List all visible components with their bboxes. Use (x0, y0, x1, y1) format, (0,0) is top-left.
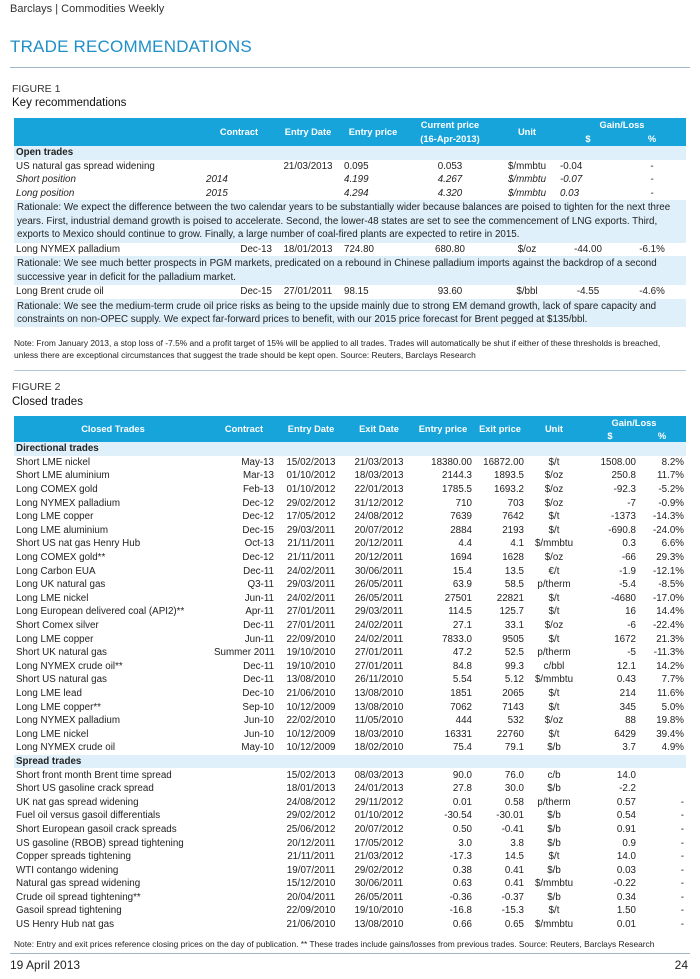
header-closed-trades: Closed Trades (14, 416, 212, 442)
table-row: Crude oil spread tightening** 20/04/2011 26/05/2011 -0.36 -0.37 $/b 0.34 - (16, 891, 685, 903)
section-open-trades: Open trades (14, 146, 686, 160)
header-current-price-date: (16-Apr-2013) (404, 132, 496, 146)
header-exit-date: Exit Date (346, 416, 412, 442)
table-row: Long NYMEX palladium Jun-10 22/02/2010 11/05/2010 444 532 $/oz 88 19.8% (16, 715, 685, 727)
table-row: US Henry Hub nat gas 21/06/2010 13/08/2010 0.66 0.65 $/mmbtu 0.01 - (16, 919, 685, 931)
rationale-row: Rationale: We expect the difference between the two calendar years to be substantially wider because balances are poised to tighten for the next three years. First, industrial demand growth is poised to accelerate. Second, the lower-48 states are set to see the commencement of LNG exports. Third, exports to Mexico should continue to grow. Finally, a large number of coal-fired plants are expected to retire in 2015. (14, 200, 686, 242)
header-unit: Unit (496, 118, 558, 146)
rationale-row: Rationale: We see much better prospects in PGM markets, predicated on a rebound in Chinese palladium imports against the backdrop of a second successive year in deficit for the palladium market. (14, 256, 686, 285)
table-row: Long European delivered coal (API2)** Apr-11 27/01/2011 29/03/2011 114.5 125.7 $/t 16 14.4% (16, 606, 685, 618)
table-row: Copper spreads tightening 21/11/2011 21/03/2012 -17.3 14.5 $/t 14.0 - (16, 851, 685, 863)
table-row: Long LME aluminium Dec-15 29/03/2011 20/07/2012 2884 2193 $/t -690.8 -24.0% (16, 524, 685, 536)
figure1-title: Key recommendations (12, 97, 127, 109)
table-row: Long LME nickel Jun-11 24/02/2011 26/05/2011 27501 22821 $/t -4680 -17.0% (16, 592, 685, 604)
header-gain-dollar: $ (558, 132, 618, 146)
table-row: US gasoline (RBOB) spread tightening 20/12/2011 17/05/2012 3.0 3.8 $/b 0.9 - (16, 837, 685, 849)
figure2-note: Note: Entry and exit prices reference closing prices on the day of publication. ** These trades include gains/losses from previous trades. Source: Reuters, Barclays Research (14, 939, 655, 949)
table-row: Long position 2015 4.294 4.320 $/mmbtu 0.03 - (16, 188, 654, 200)
header-entry-price: Entry price (412, 416, 474, 442)
page-header: Barclays | Commodities Weekly (10, 3, 165, 15)
table-row: Short UK natural gas Summer 2011 19/10/2010 27/01/2011 47.2 52.5 p/therm -5 -11.3% (16, 647, 685, 659)
table-row: UK nat gas spread widening 24/08/2012 29/11/2012 0.01 0.58 p/therm 0.57 - (16, 796, 685, 808)
footer-date: 19 April 2013 (10, 958, 81, 972)
closed-trades-table (14, 416, 686, 931)
table-row: Long LME copper** Sep-10 10/12/2009 13/08/2010 7062 7143 $/t 345 5.0% (16, 701, 685, 713)
figure2-title: Closed trades (12, 396, 83, 408)
table-row: Short Comex silver Dec-11 27/01/2011 24/02/2011 27.1 33.1 $/oz -6 -22.4% (16, 620, 685, 632)
table-row: Gasoil spread tightening 22/09/2010 19/10/2010 -16.8 -15.3 $/t 1.50 - (16, 905, 685, 917)
table-row: Long LME nickel Jun-10 10/12/2009 18/03/2010 16331 22760 $/t 6429 39.4% (16, 728, 685, 740)
section-directional-trades: Directional trades (14, 442, 686, 456)
table-row: Long NYMEX crude oil May-10 10/12/2009 18/02/2010 75.4 79.1 $/b 3.7 4.9% (16, 742, 685, 754)
header-current-price: Current price (404, 118, 496, 132)
table-row: Short LME nickel May-13 15/02/2013 21/03/2013 18380.00 16872.00 $/t 1508.00 8.2% (16, 456, 685, 468)
header-gain-dollar: $ (582, 429, 638, 442)
table-row: Long NYMEX crude oil** Dec-11 19/10/2010 27/01/2011 84.8 99.3 c/bbl 12.1 14.2% (16, 660, 685, 672)
table-row: US natural gas spread widening 21/03/2013 0.095 0.053 $/mmbtu -0.04 - (16, 160, 654, 172)
table-row: Short European gasoil crack spreads 25/06/2012 20/07/2012 0.50 -0.41 $/b 0.91 - (16, 823, 685, 835)
header-entry-price: Entry price (342, 118, 404, 146)
header-entry-date: Entry Date (274, 118, 342, 146)
section-title: TRADE RECOMMENDATIONS (10, 37, 252, 56)
header-contract: Contract (204, 118, 274, 146)
table-row: WTI contango widening 19/07/2011 29/02/2012 0.38 0.41 $/b 0.03 - (16, 864, 685, 876)
table-row: Short front month Brent time spread 15/02/2013 08/03/2013 90.0 76.0 c/b 14.0 (16, 769, 636, 781)
header-gain-pct: % (618, 132, 686, 146)
table-row: Long Brent crude oil Dec-15 27/01/2011 98.15 93.60 $/bbl -4.55 -4.6% (16, 286, 665, 298)
table-row: Short US natural gas Dec-11 13/08/2010 26/11/2010 5.54 5.12 $/mmbtu 0.43 7.7% (16, 674, 685, 686)
figure2-label: FIGURE 2 (12, 381, 61, 393)
figure1-label: FIGURE 1 (12, 83, 61, 95)
table-row: Long LME copper Jun-11 22/09/2010 24/02/2011 7833.0 9505 $/t 1672 21.3% (16, 633, 685, 645)
table-row: Short LME aluminium Mar-13 01/10/2012 18/03/2013 2144.3 1893.5 $/oz 250.8 11.7% (16, 470, 685, 482)
key-recommendations-table (14, 118, 686, 327)
figure1-note: Note: From January 2013, a stop loss of -7.5% and a profit target of 15% will be applied to all trades. Trades will automatically be shut if either of these thresholds is breached, unless there are exceptional circumstances that suggest the trade should be kept open. Source: Reuters, Barclays Research (14, 338, 661, 360)
table-row: Natural gas spread widening 15/12/2010 30/06/2011 0.63 0.41 $/mmbtu -0.22 - (16, 878, 685, 890)
table-row: Long LME copper Dec-12 17/05/2012 24/08/2012 7639 7642 $/t -1373 -14.3% (16, 511, 685, 523)
table-row: Long NYMEX palladium Dec-13 18/01/2013 724.80 680.80 $/oz -44.00 -6.1% (16, 243, 665, 255)
section-rule (10, 67, 690, 68)
header-entry-date: Entry Date (276, 416, 346, 442)
table-row: Long COMEX gold Feb-13 01/10/2012 22/01/2013 1785.5 1693.2 $/oz -92.3 -5.2% (16, 484, 685, 496)
header-gain-pct: % (638, 429, 686, 442)
footer-rule (10, 953, 690, 954)
header-gain-loss: Gain/Loss (582, 416, 686, 429)
rationale-row: Rationale: We see the medium-term crude oil price risks as being to the upside mainly due to strong EM demand growth, lack of spare capacity and constraints on non-OPEC supply. We expect far-forward prices to benefit, with our 2015 price forecast for Brent pegged at $135/bbl. (14, 299, 686, 328)
table-row: Long LME lead Dec-10 21/06/2010 13/08/2010 1851 2065 $/t 214 11.6% (16, 687, 685, 699)
header-exit-price: Exit price (474, 416, 526, 442)
table-row: Fuel oil versus gasoil differentials 29/02/2012 01/10/2012 -30.54 -30.01 $/b 0.54 - (16, 810, 685, 822)
header-gain-loss: Gain/Loss (558, 118, 686, 132)
table-row: Short position 2014 4.199 4.267 $/mmbtu -0.07 - (16, 174, 654, 186)
table-row: Long UK natural gas Q3-11 29/03/2011 26/05/2011 63.9 58.5 p/therm -5.4 -8.5% (16, 579, 685, 591)
header-contract: Contract (212, 416, 276, 442)
page-number: 24 (674, 958, 688, 972)
section-spread-trades: Spread trades (14, 755, 686, 769)
table-row: Long NYMEX palladium Dec-12 29/02/2012 31/12/2012 710 703 $/oz -7 -0.9% (16, 497, 685, 509)
table-row: Short US nat gas Henry Hub Oct-13 21/11/2011 20/12/2011 4.4 4.1 $/mmbtu 0.3 6.6% (16, 538, 685, 550)
table-row: Long Carbon EUA Dec-11 24/02/2011 30/06/2011 15.4 13.5 €/t -1.9 -12.1% (16, 565, 685, 577)
header-unit: Unit (526, 416, 582, 442)
table-row: Short US gasoline crack spread 18/01/2013 24/01/2013 27.8 30.0 $/b -2.2 (16, 783, 636, 795)
figure-divider (14, 370, 686, 371)
table-row: Long COMEX gold** Dec-12 21/11/2011 20/12/2011 1694 1628 $/oz -66 29.3% (16, 552, 685, 564)
